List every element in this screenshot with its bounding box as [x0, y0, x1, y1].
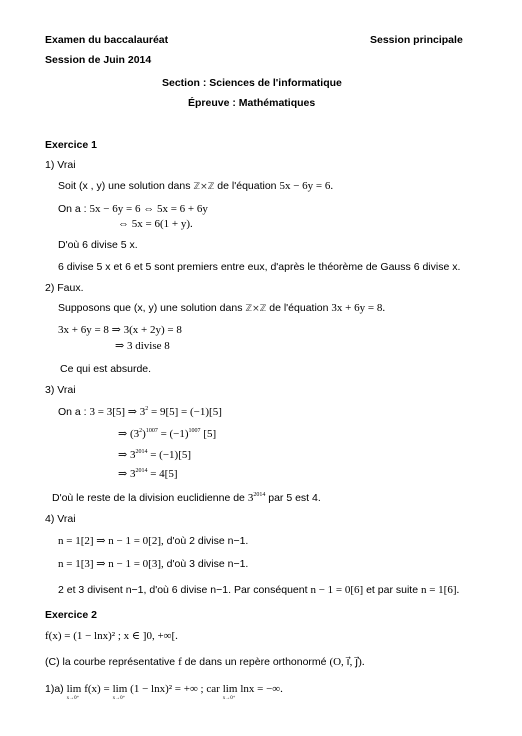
- courbe-line: (C) la courbe représentative f de dans un repère orthonormé (O, i⃗, j⃗).: [45, 656, 365, 668]
- q1-intro-a: Soit (x , y) une solution dans: [58, 180, 191, 192]
- limit-1: lim x→0⁺: [66, 683, 82, 701]
- q2-line2: ⇒ 3 divise 8: [115, 340, 170, 352]
- set-zz-2: ℤ×ℤ: [245, 304, 267, 314]
- q3-line3: ⇒ $3^{2014} = (-1)[5]$: [118, 449, 192, 461]
- q1-line1: 5x − 6y = 6 ⇔ 5x = 6 + 6y: [89, 203, 208, 215]
- q3-label: 3) Vrai: [45, 384, 76, 396]
- set-zz: ℤ×ℤ: [193, 182, 215, 192]
- repere: (O, i⃗, j⃗).: [329, 656, 365, 668]
- exercice-1-title: Exercice 1: [45, 139, 97, 151]
- section-title: Section : Sciences de l'informatique: [162, 77, 342, 89]
- q3-line1: [58, 406, 222, 419]
- exercice-2-title: Exercice 2: [45, 609, 97, 621]
- q2-label: 2) Faux.: [45, 282, 84, 294]
- q1-intro-b: de l'équation: [217, 180, 277, 192]
- q4-conclusion: 2 et 3 divisent n−1, d'où 6 divise n−1. Par conséquent n − 1 = 0[6] et par suite n = 1[6].: [58, 584, 460, 596]
- q1-dou: D'où 6 divise 5 x.: [58, 239, 138, 251]
- q2-line1: 3x + 6y = 8 ⇒ 3(x + 2y) = 8: [58, 324, 182, 336]
- session-date: Session de Juin 2014: [45, 54, 152, 66]
- q1-line2: ⇔ 5x = 6(1 + y).: [118, 218, 193, 230]
- q2-intro-a: Supposons que (x, y) une solution dans: [58, 302, 243, 314]
- q4-label: 4) Vrai: [45, 513, 76, 525]
- exam-title: Examen du baccalauréat: [45, 34, 169, 46]
- q2-intro-b: de l'équation: [269, 302, 329, 314]
- q3-reste: D'où le reste de la division euclidienne de $3^{2014}$ par 5 est 4.: [52, 492, 321, 504]
- q3-ona: On a :: [58, 406, 87, 418]
- q1-gauss: 6 divise 5 x et 6 et 5 sont premiers entre eux, d'après le théorème de Gauss 6 divise x.: [58, 261, 461, 273]
- limit-3: lim x→0⁺: [222, 683, 238, 701]
- limit-2: lim x→0⁺: [112, 683, 128, 701]
- q3-l1: 3 = 3[5] ⇒ $3^2 = 9[5] = (-1)[5]$: [89, 406, 222, 418]
- q3-line2: ⇒ $(3^2)^{1007} = (-1)^{1007}$ [5]: [118, 428, 217, 440]
- q1-ona: On a :: [58, 203, 87, 215]
- q2-absurde: Ce qui est absurde.: [60, 363, 152, 375]
- f-definition: f(x) = (1 − lnx)² ; x ∈ ]0, +∞[.: [45, 630, 178, 642]
- q1-equation: 5x − 6y = 6.: [279, 180, 334, 192]
- session-type: Session principale: [370, 34, 463, 46]
- q4-line2: n = 1[3] ⇒ n − 1 = 0[3], d'où 3 divise n−1.: [58, 558, 249, 570]
- q1-intro: [58, 180, 333, 194]
- q2-equation: 3x + 6y = 8.: [331, 302, 386, 314]
- q1a-line: 1)a) lim x→0⁺ f(x) = lim x→0⁺ (1 − lnx)² = +∞ ; car lim x→0⁺ lnx = −∞.: [45, 683, 283, 701]
- q1-ona-line: [58, 203, 208, 216]
- q1-label: 1) Vrai: [45, 159, 76, 171]
- q4-line1: n = 1[2] ⇒ n − 1 = 0[2], d'où 2 divise n−1.: [58, 535, 249, 547]
- epreuve-title: Épreuve : Mathématiques: [188, 97, 316, 109]
- q3-line4: ⇒ $3^{2014} = 4[5]$: [118, 468, 178, 480]
- q2-intro: [58, 302, 385, 316]
